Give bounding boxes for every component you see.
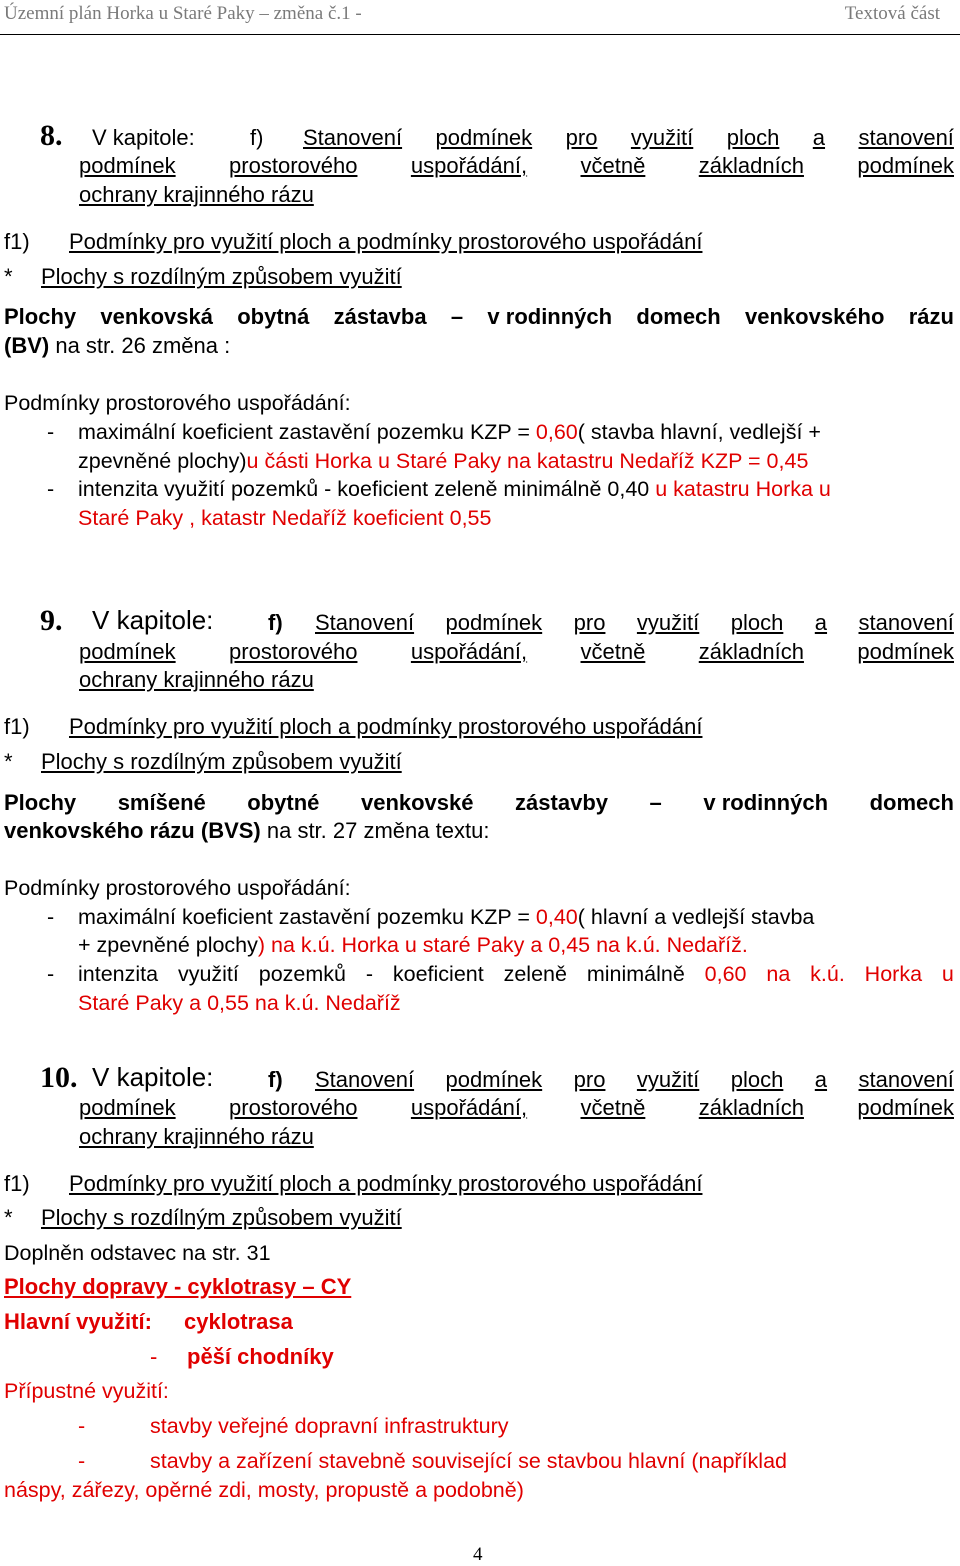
- text-run-red: ) na k.ú. Horka u staré Paky a 0,45 na k.ú. Nedaříž.: [257, 933, 748, 957]
- title-word: podmínek: [445, 1067, 543, 1092]
- title-word: uspořádání,: [410, 1095, 528, 1120]
- title-word: využití: [636, 610, 700, 635]
- section-10-added-note: Doplněn odstavec na str. 31: [4, 1241, 271, 1265]
- heading-word: Plochy: [4, 790, 77, 815]
- heading-word: v rodinných: [487, 304, 613, 329]
- section-10-f1-title: Podmínky pro využití ploch a podmínky prostorového uspořádání: [69, 1171, 703, 1196]
- title-word: podmínek: [435, 125, 533, 150]
- heading-word: Plochy: [4, 304, 77, 329]
- text-run: zpevněné plochy): [78, 449, 247, 473]
- text-run-red: u katastru Horka u: [655, 477, 831, 501]
- section-9-bvs-heading-line1: [4, 789, 954, 817]
- title-word: podmínek: [445, 610, 543, 635]
- text-word: pozemků: [258, 962, 346, 986]
- section-8-chapter-title-line1: [303, 124, 954, 152]
- section-8-prostor-label: Podmínky prostorového uspořádání:: [4, 391, 351, 415]
- page-number: 4: [473, 1544, 483, 1565]
- title-word: Stanovení: [315, 1067, 415, 1092]
- section-9-bullet2-dash: -: [47, 962, 55, 986]
- section-10-p1-dash: -: [78, 1414, 86, 1438]
- title-word: včetně: [580, 639, 646, 664]
- heading-word: domech: [869, 790, 954, 815]
- section-8-bullet2-line2: Staré Paky , katastr Nedaříž koeficient 0,55: [78, 506, 492, 530]
- title-word: základních: [698, 153, 804, 178]
- section-10-hlavni-item2: pěší chodníky: [187, 1344, 334, 1369]
- title-word: a: [814, 1067, 828, 1092]
- heading-word: venkovská: [100, 304, 213, 329]
- text-word: intenzita: [78, 962, 159, 986]
- text-run: ( stavba hlavní, vedlejší +: [577, 420, 821, 444]
- title-word: prostorového: [229, 639, 358, 664]
- title-word: včetně: [580, 153, 646, 178]
- text-word: zeleně: [503, 962, 567, 986]
- text-word-red: 0,60: [704, 962, 747, 986]
- title-word: a: [814, 610, 828, 635]
- title-word: pro: [565, 125, 598, 150]
- section-8-bullet2-line1: [78, 475, 831, 503]
- heading-word: –: [649, 790, 662, 815]
- section-8-number: 8.: [40, 119, 63, 152]
- title-word: uspořádání,: [410, 639, 528, 664]
- title-word: stanovení: [858, 1067, 954, 1092]
- section-10-chapter-title-line3: ochrany krajinného rázu: [79, 1124, 314, 1149]
- section-8-bullet1-dash: -: [47, 420, 55, 444]
- text-run: intenzita využití pozemků - koeficient zeleně minimálně 0,40: [78, 477, 656, 501]
- heading-word: rázu: [908, 304, 954, 329]
- section-8-f1-label: f1): [4, 229, 30, 254]
- title-word: prostorového: [229, 153, 358, 178]
- header-right: Textová část: [844, 3, 940, 24]
- heading-word: venkovského: [745, 304, 885, 329]
- heading-word: obytná: [237, 304, 310, 329]
- text-word: -: [365, 962, 374, 986]
- section-9-bullet1-line1: [78, 903, 814, 931]
- heading-word: zástavby: [515, 790, 608, 815]
- text-run: maximální koeficient zastavění pozemku KZP =: [78, 420, 536, 444]
- title-word: a: [812, 125, 826, 150]
- section-8-chapter-letter: f): [250, 125, 264, 150]
- section-9-bullet1-line2: [78, 931, 748, 959]
- section-9-star-title: Plochy s rozdílným způsobem využití: [41, 749, 402, 774]
- text-word: koeficient: [392, 962, 484, 986]
- title-word: stanovení: [858, 125, 954, 150]
- section-9-star: *: [4, 749, 13, 774]
- text-word-red: na: [766, 962, 791, 986]
- text-word: využití: [177, 962, 239, 986]
- text-run: maximální koeficient zastavění pozemku KZP =: [78, 905, 536, 929]
- section-10-pripustne-label: Přípustné využití:: [4, 1379, 169, 1403]
- section-8-star-title: Plochy s rozdílným způsobem využití: [41, 264, 402, 289]
- section-10-chapter-title-line2: [79, 1094, 954, 1122]
- title-word: podmínek: [79, 1095, 176, 1120]
- section-10-number: 10.: [40, 1061, 78, 1094]
- text-word-red: Horka: [864, 962, 923, 986]
- section-8-bullet1-line1: [78, 418, 821, 446]
- title-word: Stanovení: [315, 610, 415, 635]
- heading-word: v rodinných: [703, 790, 829, 815]
- header-rule: [0, 34, 960, 35]
- section-9-chapter-letter: f): [268, 610, 283, 635]
- bvs-page-ref: na str. 27 změna textu:: [260, 818, 490, 843]
- title-word: prostorového: [229, 1095, 358, 1120]
- section-9-bullet2-line2: Staré Paky a 0,55 na k.ú. Nedaříž: [78, 991, 401, 1015]
- title-word: podmínek: [79, 153, 176, 178]
- section-8-chapter-prefix: V kapitole:: [92, 125, 195, 150]
- title-word: stanovení: [858, 610, 954, 635]
- section-10-star-title: Plochy s rozdílným způsobem využití: [41, 1205, 402, 1230]
- section-9-chapter-prefix: V kapitole:: [92, 605, 214, 635]
- section-10-star: *: [4, 1205, 13, 1230]
- heading-word: smíšené: [117, 790, 206, 815]
- section-10-f1-label: f1): [4, 1171, 30, 1196]
- bv-code: (BV): [4, 333, 50, 358]
- heading-word: –: [450, 304, 464, 329]
- text-word: minimálně: [586, 962, 685, 986]
- section-9-chapter-title-line2: [79, 638, 954, 666]
- section-10-chapter-letter: f): [268, 1067, 283, 1092]
- bvs-code: venkovského rázu (BVS): [4, 818, 261, 843]
- title-word: podmínek: [857, 639, 954, 664]
- section-8-bv-heading-line1: [4, 303, 954, 331]
- section-8-bullet2-dash: -: [47, 477, 55, 501]
- section-9-chapter-title-line3: ochrany krajinného rázu: [79, 667, 314, 692]
- title-word: podmínek: [857, 1095, 954, 1120]
- section-9-bvs-heading-line2: [4, 817, 489, 845]
- text-run-red: 0,40: [535, 905, 578, 929]
- text-word-red: u: [941, 962, 954, 986]
- section-8-chapter-title-line3: ochrany krajinného rázu: [79, 182, 314, 207]
- section-10-hlavni-dash: -: [150, 1344, 158, 1369]
- section-9-f1-title: Podmínky pro využití ploch a podmínky prostorového uspořádání: [69, 714, 703, 739]
- section-9-bullet2-line1: [78, 960, 954, 988]
- section-10-cy-title: Plochy dopravy - cyklotrasy – CY: [4, 1274, 352, 1299]
- title-word: podmínek: [79, 639, 176, 664]
- section-9-chapter-title-line1: [315, 609, 954, 637]
- heading-word: venkovské: [360, 790, 474, 815]
- section-8-star: *: [4, 264, 13, 289]
- title-word: ploch: [726, 125, 780, 150]
- title-word: ploch: [730, 610, 784, 635]
- title-word: základních: [698, 1095, 804, 1120]
- heading-word: zástavba: [333, 304, 427, 329]
- title-word: ploch: [730, 1067, 784, 1092]
- title-word: uspořádání,: [410, 153, 528, 178]
- title-word: využití: [630, 125, 694, 150]
- bv-page-ref: na str. 26 změna :: [49, 333, 231, 358]
- title-word: pro: [573, 610, 606, 635]
- section-10-p1-text: stavby veřejné dopravní infrastruktury: [150, 1414, 509, 1438]
- text-run: ( hlavní a vedlejší stavba: [577, 905, 815, 929]
- section-8-bv-heading-line2: [4, 332, 230, 360]
- title-word: včetně: [580, 1095, 646, 1120]
- title-word: pro: [573, 1067, 606, 1092]
- text-word-red: k.ú.: [810, 962, 845, 986]
- section-9-bullet1-dash: -: [47, 905, 55, 929]
- section-10-hlavni-label: Hlavní využití:: [4, 1309, 152, 1334]
- section-10-p2-line2: náspy, zářezy, opěrné zdi, mosty, propustě a podobně): [4, 1478, 524, 1502]
- title-word: využití: [636, 1067, 700, 1092]
- section-9-f1-label: f1): [4, 714, 30, 739]
- section-8-bullet1-line2: [78, 447, 808, 475]
- section-8-chapter-title-line2: [79, 152, 954, 180]
- text-run-red: 0,60: [535, 420, 578, 444]
- section-9-number: 9.: [40, 604, 63, 637]
- section-10-chapter-prefix: V kapitole:: [92, 1062, 214, 1092]
- heading-word: domech: [636, 304, 721, 329]
- header-left: Územní plán Horka u Staré Paky – změna č.1 -: [4, 3, 362, 24]
- section-10-chapter-title-line1: [315, 1066, 954, 1094]
- section-10-hlavni-value: cyklotrasa: [184, 1309, 293, 1334]
- text-run-red: u části Horka u Staré Paky na katastru Nedaříž KZP = 0,45: [246, 449, 809, 473]
- section-10-p2-line1: stavby a zařízení stavebně související se stavbou hlavní (například: [150, 1449, 787, 1473]
- section-8-f1-title: Podmínky pro využití ploch a podmínky prostorového uspořádání: [69, 229, 703, 254]
- section-10-p2-dash: -: [78, 1449, 86, 1473]
- section-9-prostor-label: Podmínky prostorového uspořádání:: [4, 876, 351, 900]
- heading-word: obytné: [247, 790, 320, 815]
- title-word: základních: [698, 639, 804, 664]
- title-word: podmínek: [857, 153, 954, 178]
- title-word: Stanovení: [303, 125, 403, 150]
- text-run: + zpevněné plochy: [78, 933, 258, 957]
